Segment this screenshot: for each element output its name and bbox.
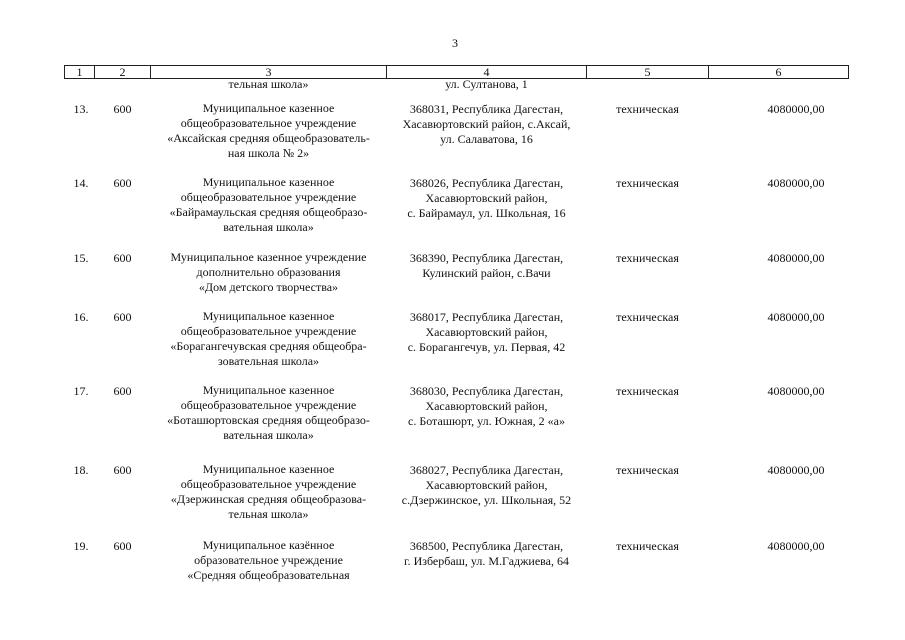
table-row xyxy=(65,175,849,250)
row-institution-name: Муниципальное казенное общеобразовательное учреждение «Борагангечувская средняя общеобра- зовательная школа» xyxy=(170,309,367,368)
row-number: 13. xyxy=(73,102,89,116)
row-address: 368027, Республика Дагестан, Хасавюртовский район, с.Дзержинское, ул. Школьная, 52 xyxy=(401,463,572,507)
row-price: 4080000,00 xyxy=(767,251,825,265)
row-number: 15. xyxy=(73,251,89,265)
row-code: 600 xyxy=(113,539,132,553)
row-type: техническая xyxy=(616,176,679,190)
row-number xyxy=(65,79,95,102)
row-code: 600 xyxy=(113,176,132,190)
header-col-1: 1 xyxy=(65,66,95,79)
table-row xyxy=(65,462,849,538)
row-code: 600 xyxy=(113,463,132,477)
row-number: 19. xyxy=(73,539,89,553)
row-type: техническая xyxy=(616,102,679,116)
row-address: 368017, Республика Дагестан, Хасавюртовский район, с. Борагангечув, ул. Первая, 42 xyxy=(407,310,566,354)
row-type: техническая xyxy=(616,539,679,553)
row-code: 600 xyxy=(113,102,132,116)
page-number: 3 xyxy=(452,36,458,50)
table-row xyxy=(65,538,849,586)
row-code: 600 xyxy=(113,310,132,324)
row-address xyxy=(387,79,587,102)
table-row xyxy=(65,383,849,462)
row-address: 368390, Республика Дагестан, Кулинский район, с.Вачи xyxy=(409,251,564,280)
row-address: 368030, Республика Дагестан, Хасавюртовский район, с. Боташюрт, ул. Южная, 2 «а» xyxy=(408,384,565,428)
row-institution-name: Муниципальное казённое образовательное учреждение «Средняя общеобразовательная xyxy=(187,538,350,582)
row-number: 18. xyxy=(73,463,89,477)
row-number: 16. xyxy=(73,310,89,324)
row-type: техническая xyxy=(616,310,679,324)
row-type xyxy=(587,79,709,102)
header-col-6: 6 xyxy=(709,66,849,79)
row-price: 4080000,00 xyxy=(767,176,825,190)
row-institution-name: Муниципальное казенное общеобразовательное учреждение «Аксайская средняя общеобразователь- ная школа № 2» xyxy=(167,101,370,160)
row-type: техническая xyxy=(616,384,679,398)
row-price xyxy=(709,79,849,102)
row-institution-name xyxy=(151,79,387,102)
table-row xyxy=(65,250,849,309)
row-institution-name-text: тельная школа» xyxy=(228,77,309,91)
row-price: 4080000,00 xyxy=(767,384,825,398)
document-table xyxy=(64,65,849,586)
row-price: 4080000,00 xyxy=(767,539,825,553)
row-address: 368031, Республика Дагестан, Хасавюртовский район, с.Аксай, ул. Салаватова, 16 xyxy=(402,102,571,146)
row-number: 17. xyxy=(73,384,89,398)
header-col-4: 4 xyxy=(387,66,587,79)
row-type: техническая xyxy=(616,463,679,477)
row-code xyxy=(95,79,151,102)
row-price: 4080000,00 xyxy=(767,310,825,324)
row-institution-name: Муниципальное казенное общеобразовательное учреждение «Байрамаульская средняя общеобразо- вательная школа» xyxy=(169,175,368,234)
header-col-2: 2 xyxy=(95,66,151,79)
row-type: техническая xyxy=(616,251,679,265)
row-address-text: ул. Султанова, 1 xyxy=(445,77,528,91)
header-col-5: 5 xyxy=(587,66,709,79)
table-row-continued xyxy=(65,79,849,102)
row-price: 4080000,00 xyxy=(767,463,825,477)
table-row xyxy=(65,101,849,175)
row-address: 368500, Республика Дагестан, г. Избербаш, ул. М.Гаджиева, 64 xyxy=(404,539,569,568)
table-row xyxy=(65,309,849,383)
row-institution-name: Муниципальное казенное учреждение дополнительно образования «Дом детского творчества» xyxy=(170,250,367,294)
row-number: 14. xyxy=(73,176,89,190)
header-col-3: 3 xyxy=(151,66,387,79)
row-address: 368026, Республика Дагестан, Хасавюртовский район, с. Байрамаул, ул. Школьная, 16 xyxy=(407,176,566,220)
row-institution-name: Муниципальное казенное общеобразовательное учреждение «Боташюртовская средняя общеобразо- вательная школа» xyxy=(167,383,370,442)
row-code: 600 xyxy=(113,251,132,265)
row-code: 600 xyxy=(113,384,132,398)
row-price: 4080000,00 xyxy=(767,102,825,116)
row-institution-name: Муниципальное казенное общеобразовательное учреждение «Дзержинская средняя общеобразова- тельная школа» xyxy=(170,462,367,521)
